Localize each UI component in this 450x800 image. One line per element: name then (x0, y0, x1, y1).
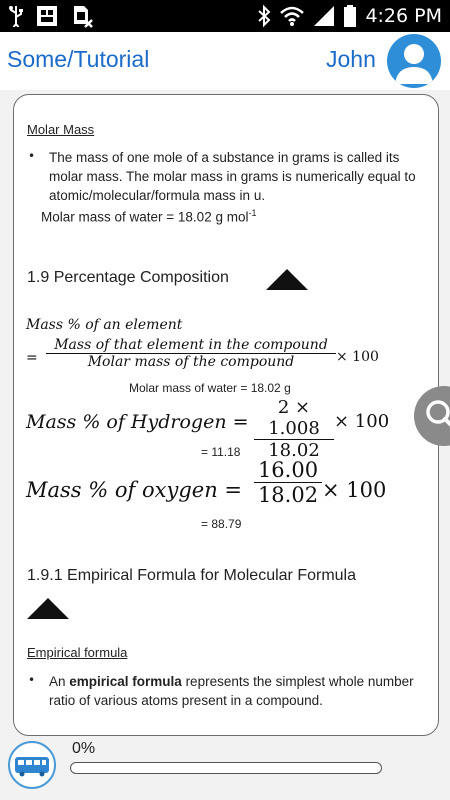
empirical-text-pre: An (49, 674, 70, 689)
formula-denominator: Molar mass of the compound (87, 354, 295, 370)
hydrogen-result: = 11.18 (201, 445, 241, 459)
signal-icon (313, 5, 335, 27)
empirical-formula-title: Empirical formula (27, 645, 128, 660)
hydrogen-numerator: 2 × 1.008 (268, 397, 320, 439)
bus-button[interactable] (8, 741, 56, 789)
empirical-formula-text (49, 672, 419, 710)
wifi-icon (279, 5, 305, 27)
water-molar-mass-note: Molar mass of water = 18.02 g (129, 381, 291, 395)
oxygen-denominator: 18.02 (257, 483, 319, 507)
battery-icon (343, 4, 357, 28)
progress-bar (70, 762, 382, 774)
status-bar (0, 0, 450, 32)
oxygen-times-100: × 100 (322, 478, 387, 502)
app-header (0, 32, 450, 90)
bus-icon (10, 743, 54, 787)
formula-numerator: Mass of that element in the compound (54, 337, 328, 353)
clock: 4:26 PM (365, 5, 442, 27)
bullet: • (28, 673, 36, 687)
molar-mass-example-exponent: -1 (248, 208, 257, 218)
user-icon (387, 34, 441, 88)
hydrogen-times-100: × 100 (334, 411, 390, 432)
bullet: • (28, 149, 36, 163)
empirical-text-post: represents the simplest whole number ratio of various atoms present in a compound. (49, 674, 414, 708)
search-icon (414, 386, 450, 446)
section-heading-empirical: 1.9.1 Empirical Formula for Molecular Formula (27, 567, 356, 584)
avatar[interactable] (387, 34, 441, 88)
bluetooth-icon (257, 4, 271, 28)
user-name[interactable]: John (326, 46, 376, 72)
molar-mass-example-text: Molar mass of water = 18.02 g mol (41, 209, 249, 225)
oxygen-lhs: Mass % of oxygen = (26, 478, 242, 502)
usb-icon (8, 5, 24, 27)
formula-times-100: × 100 (336, 349, 379, 365)
hydrogen-fraction (254, 397, 334, 461)
collapse-arrow-icon[interactable] (27, 598, 69, 619)
app-title[interactable]: Some/Tutorial (7, 46, 150, 72)
oxygen-numerator: 16.00 (257, 458, 319, 482)
search-button[interactable] (414, 386, 450, 446)
formula-lhs: Mass % of an element (26, 317, 183, 333)
collapse-arrow-icon[interactable] (266, 269, 308, 290)
sim-icon (70, 4, 94, 28)
oxygen-result: = 88.79 (201, 517, 242, 531)
formula-fraction (46, 337, 336, 370)
molar-mass-title: Molar Mass (27, 122, 95, 137)
content-card[interactable] (13, 94, 439, 736)
progress-label: 0% (72, 740, 96, 757)
gallery-icon (36, 5, 58, 27)
oxygen-fraction (254, 458, 322, 507)
molar-mass-example (41, 208, 256, 225)
molar-mass-text: The mass of one mole of a substance in grams is called its molar mass. The molar mass in grams is numerically equal to atomic/molecular/formula mass in u. (49, 150, 416, 203)
empirical-text-bold: empirical formula (69, 674, 182, 689)
section-heading-percentage: 1.9 Percentage Composition (27, 269, 229, 286)
hydrogen-lhs: Mass % of Hydrogen = (26, 411, 249, 433)
hydrogen-denominator: 18.02 (268, 440, 320, 461)
formula-equals: = (26, 350, 38, 366)
